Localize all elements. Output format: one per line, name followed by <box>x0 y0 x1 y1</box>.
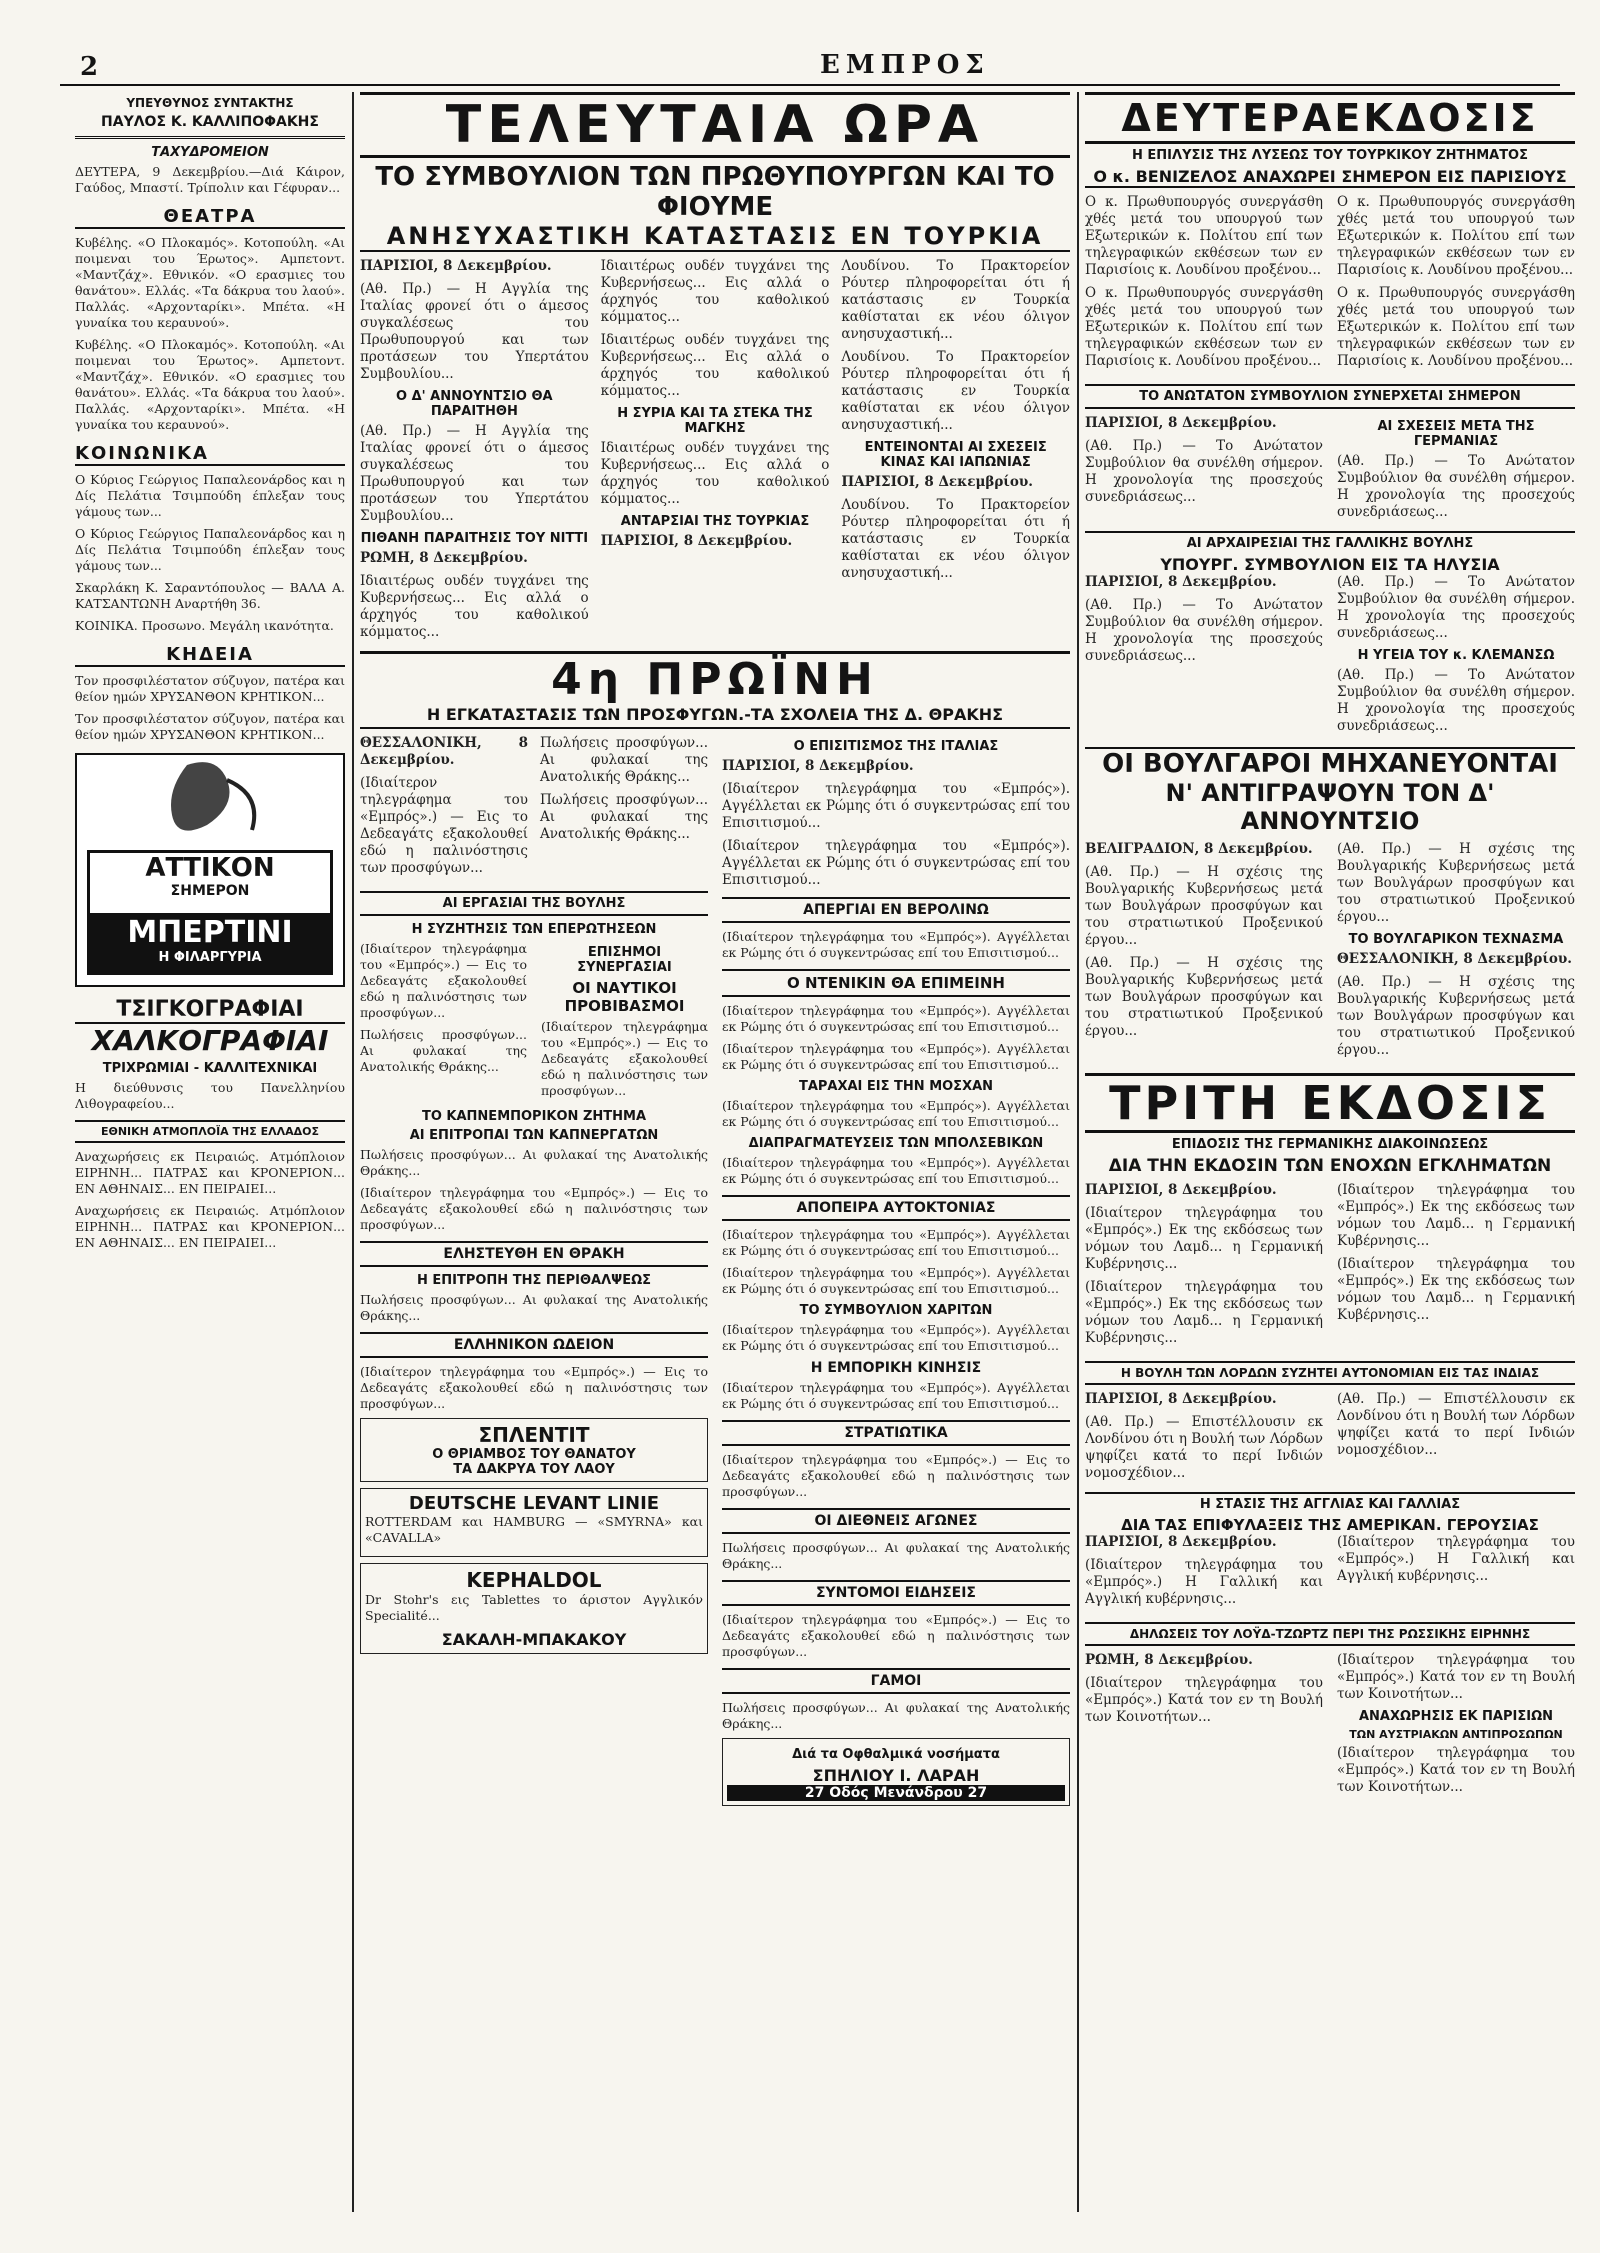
article-text: Πωλήσεις προσφύγων... Αι φυλακαί της Ανατολικής Θράκης... <box>540 735 708 785</box>
article-block <box>1085 574 1575 741</box>
subheading: ΕΛΗΣΤΕΥΘΗ ΕΝ ΘΡΑΚΗ <box>360 1241 708 1267</box>
article-text: (Ιδιαίτερον τηλεγράφημα του «Εμπρός»). Αγγέλλεται εκ Ρώμης ότι ό συγκεντρώσας επί του Επισιτισμού... <box>722 1265 1070 1296</box>
subheading: ΕΠΙΣΗΜΟΙ ΣΥΝΕΡΓΑΣΙΑΙ <box>577 945 672 975</box>
article-text: Πωλήσεις προσφύγων... Αι φυλακαί της Ανατολικής Θράκης... <box>722 1700 1070 1731</box>
article-block <box>1085 1182 1575 1353</box>
subheading: ΑΠΕΡΓΙΑΙ ΕΝ ΒΕΡΟΛΙΝΩ <box>722 897 1070 923</box>
column-rule <box>1077 92 1079 2212</box>
subheading: ΑΙ ΕΠΙΤΡΟΠΑΙ ΤΩΝ ΚΑΠΝΕΡΓΑΤΩΝ <box>409 1128 659 1143</box>
banner-second-edition: ΔΕΥΤΕΡΑΕΚΔΟΣΙΣ <box>1085 92 1575 144</box>
article-text: (Ιδιαίτερον τηλεγράφημα του «Εμπρός»). Αγγέλλεται εκ Ρώμης ότι ό συγκεντρώσας επί του Επισιτισμού... <box>722 838 1070 888</box>
article-text: (Ιδιαίτερον τηλεγράφημα του «Εμπρός»). Αγγέλλεται εκ Ρώμης ότι ό συγκεντρώσας επί του Επισιτισμού... <box>722 1155 1070 1186</box>
funeral-title: ΚΗΔΕΙΑ <box>75 644 345 667</box>
subheading: Η ΣΤΑΣΙΣ ΤΗΣ ΑΓΓΛΙΑΣ ΚΑΙ ΓΑΛΛΙΑΣ <box>1085 1492 1575 1512</box>
shipping-title: ΕΘΝΙΚΗ ΑΤΜΟΠΛΟΪΑ ΤΗΣ ΕΛΛΑΔΟΣ <box>75 1120 345 1143</box>
subheading: ΕΝΤΕΙΝΟΝΤΑΙ ΑΙ ΣΧΕΣΕΙΣ ΚΙΝΑΣ ΚΑΙ ΙΑΠΩΝΙΑΣ <box>864 440 1047 470</box>
article-text: (Ιδιαίτερον τηλεγράφημα του «Εμπρός»). Αγγέλλεται εκ Ρώμης ότι ό συγκεντρώσας επί του Επισιτισμού... <box>722 1098 1070 1129</box>
subheading: ΤΟ ΚΑΠΝΕΜΠΟΡΙΚΟΝ ΖΗΤΗΜΑ <box>421 1109 647 1124</box>
article-text: (Αθ. Πρ.) — Η σχέσις της Βουλγαρικής Κυβερνήσεως μετά των Βουλγάρων προσφύγων και του στρατιωτικού Προξενικού έργου... <box>1085 955 1323 1039</box>
dateline: ΠΑΡΙΣΙΟΙ, 8 Δεκεμβρίου. <box>1085 1182 1277 1198</box>
article-text: (Αθ. Πρ.) — Η σχέσις της Βουλγαρικής Κυβερνήσεως μετά των Βουλγάρων προσφύγων και του στρατιωτικού Προξενικού έργου... <box>1085 864 1323 948</box>
subheading: ΑΝΑΧΩΡΗΣΙΣ ΕΚ ΠΑΡΙΣΙΩΝ <box>1358 1709 1554 1724</box>
dateline: ΡΩΜΗ, 8 Δεκεμβρίου. <box>1085 1652 1253 1668</box>
headline: Η ΕΓΚΑΤΑΣΤΑΣΙΣ ΤΩΝ ΠΡΟΣΦΥΓΩΝ.-ΤΑ ΣΧΟΛΕΙΑ ΤΗΣ Δ. ΘΡΑΚΗΣ <box>360 705 1070 729</box>
article-block <box>360 735 1070 1812</box>
article-text: Λουδίνου. Το Πρακτορείον Ρόυτερ πληροφορείται ότι ή κατάστασις εν Τουρκία καθίσταται εκ νέου όλιγον ανησυχαστική... <box>841 349 1070 433</box>
article-text: (Ιδιαίτερον τηλεγράφημα του «Εμπρός».) — Εις το Δεδεαγάτς εξακολουθεί εδώ η παλινόστησις των προσφύγων... <box>722 1612 1070 1659</box>
theatres-text: Κυβέλης. «Ο Πλοκαμός». Κοτοπούλη. «Αι ποιμεναι του Έρωτος». Αμπετοντ. «Μαντζάχ». Εθνικόν. «Ο ερασμιες του θανάτου». Ελλάς. «Τα δάκρυα του λαού». Παλλάς. «Αρχονταρίκι». Μπέτα. «Η γυναίκα του κεραυνού». <box>75 235 345 330</box>
article-text: (Αθ. Πρ.) — Το Ανώτατον Συμβούλιον θα συνέλθη σήμερον. Η χρονολογία της προσεχούς συνεδριάσεως... <box>1085 597 1323 664</box>
article-text: (Αθ. Πρ.) — Επιστέλλουσιν εκ Λονδίνου ότι η Βουλή των Λόρδων ψηφίζει κατά το περί Ινδιών νομοσχέδιον... <box>1085 1414 1323 1481</box>
article-block <box>1085 194 1575 376</box>
eye-doctor-advertisement <box>722 1738 1070 1806</box>
announcement: ΚΟΙΝΙΚΑ. Προσωνο. Μεγάλη ικανότητα. <box>75 618 334 633</box>
banner-last-hour: ΤΕΛΕΥΤΑΙΑ ΩΡΑ <box>360 92 1070 158</box>
right-column <box>1085 92 1575 2212</box>
dateline: ΘΕΣΣΑΛΟΝΙΚΗ, 8 Δεκεμβρίου. <box>360 735 528 768</box>
article-text: (Ιδιαίτερον τηλεγράφημα του «Εμπρός».) — Εις το Δεδεαγάτς εξακολουθεί εδώ η παλινόστησις των προσφύγων... <box>722 1452 1070 1499</box>
dateline: ΠΑΡΙΣΙΟΙ, 8 Δεκεμβρίου. <box>1085 415 1277 431</box>
editor-label: ΥΠΕΥΘΥΝΟΣ ΣΥΝΤΑΚΤΗΣ <box>126 96 294 110</box>
article-text: Ο κ. Πρωθυπουργός συνεργάσθη χθές μετά του υπουργού των Εξωτερικών κ. Πολίτου επί των τηλεγραφικών εκθέσεων των εν Παρισίοις κ. Λουδίνου προξένου... <box>1337 285 1575 369</box>
article-text: (Ιδιαίτερον τηλεγράφημα του «Εμπρός»). Αγγέλλεται εκ Ρώμης ότι ό συγκεντρώσας επί του Επισιτισμού... <box>722 1003 1070 1034</box>
article-block <box>1085 1652 1575 1802</box>
headline: ΕΠΙΔΟΣΙΣ ΤΗΣ ΓΕΡΜΑΝΙΚΗΣ ΔΙΑΚΟΙΝΩΣΕΩΣ <box>1171 1137 1489 1152</box>
ad-pharmacy: ΣΑΚΑΛΗ-ΜΠΑΚΑΚΟΥ <box>441 1630 627 1649</box>
article-text: Ιδιαιτέρως ουδέν τυγχάνει της Κυβερνήσεως... Εις αλλά ο άρχηγός του καθολικού κόμματος... <box>600 332 830 399</box>
post-title: ΤΑΧΥΔΡΟΜΕΙΟΝ <box>151 145 269 160</box>
subheading: ΕΛΛΗΝΙΚΟΝ ΩΔΕΙΟΝ <box>360 1332 708 1358</box>
subheading: ΤΟ ΑΝΩΤΑΤΟΝ ΣΥΜΒΟΥΛΙΟΝ ΣΥΝΕΡΧΕΤΑΙ ΣΗΜΕΡΟΝ <box>1085 384 1575 409</box>
subheading: ΤΩΝ ΑΥΣΤΡΙΑΚΩΝ ΑΝΤΙΠΡΟΣΩΠΩΝ <box>1349 1728 1563 1741</box>
ad-text: Διά τα Οφθαλμικά νοσήματα <box>792 1747 1000 1762</box>
subheading: ΟΙ ΔΙΕΘΝΕΙΣ ΑΓΩΝΕΣ <box>722 1508 1070 1534</box>
article-block <box>1085 415 1575 527</box>
subheading: ΑΙ ΕΡΓΑΣΙΑΙ ΤΗΣ ΒΟΥΛΗΣ <box>360 891 708 916</box>
ad-text: Dr Stohr's εις Tablettes το άριστον Αγγλικόν Specialité... <box>365 1592 703 1623</box>
subheading: ΑΙ ΣΧΕΣΕΙΣ ΜΕΤΑ ΤΗΣ ΓΕΡΜΑΝΙΑΣ <box>1377 419 1535 449</box>
announcement: Σκαρλάκη Κ. Σαραντόπουλος — ΒΑΛΑ Α. ΚΑΤΣΑΝΤΩΝΗ Αναρτήθη 36. <box>75 580 345 611</box>
article-text: (Ιδιαίτερον τηλεγράφημα του «Εμπρός»). Αγγέλλεται εκ Ρώμης ότι ό συγκεντρώσας επί του Επισιτισμού... <box>722 1227 1070 1258</box>
article-text: (Αθ. Πρ.) — Το Ανώτατον Συμβούλιον θα συνέλθη σήμερον. Η χρονολογία της προσεχούς συνεδριάσεως... <box>1337 453 1575 520</box>
article-block <box>1085 1534 1575 1614</box>
article-text: (Ιδιαίτερον τηλεγράφημα του «Εμπρός».) — Εις το Δεδεαγάτς εξακολουθεί εδώ η παλινόστησις των προσφύγων... <box>360 775 528 876</box>
article-block <box>360 258 1070 647</box>
article-text: Πωλήσεις προσφύγων... Αι φυλακαί της Ανατολικής Θράκης... <box>722 1540 1070 1571</box>
subheading: Ο Δ' ΑΝΝΟΥΝΤΣΙΟ ΘΑ ΠΑΡΑΙΤΗΘΗ <box>396 389 553 419</box>
subheading: ΑΙ ΑΡΧΑΙΡΕΣΙΑΙ ΤΗΣ ΓΑΛΛΙΚΗΣ ΒΟΥΛΗΣ <box>1085 531 1575 551</box>
ad-title: ΣΠΛΕΝΤΙΤ <box>478 1423 590 1447</box>
shipping-text: Αναχωρήσεις εκ Πειραιώς. Ατμόπλοιον ΕΙΡΗΝΗ... ΠΑΤΡΑΣ και ΚΡΟΝΕΡΙΟΝ... ΕΝ ΑΘΗΝΑΙΣ... ΕΝ ΠΕΙΡΑΙΕΙ... <box>75 1203 345 1250</box>
dateline: ΠΑΡΙΣΙΟΙ, 8 Δεκεμβρίου. <box>841 474 1033 490</box>
article-text: Ιδιαιτέρως ουδέν τυγχάνει της Κυβερνήσεως... Εις αλλά ο άρχηγός του καθολικού κόμματος... <box>600 258 830 325</box>
pharmacy-advertisement <box>360 1563 708 1654</box>
column-rule <box>352 92 354 2212</box>
article-text: (Ιδιαίτερον τηλεγράφημα του «Εμπρός».) — Εις το Δεδεαγάτς εξακολουθεί εδώ η παλινόστησις των προσφύγων... <box>360 1364 708 1411</box>
article-text: (Ιδιαίτερον τηλεγράφημα του «Εμπρός»). Αγγέλλεται εκ Ρώμης ότι ό συγκεντρώσας επί του Επισιτισμού... <box>722 929 1070 960</box>
article-text: Ο κ. Πρωθυπουργός συνεργάσθη χθές μετά του υπουργού των Εξωτερικών κ. Πολίτου επί των τηλεγραφικών εκθέσεων των εν Παρισίοις κ. Λουδίνου προξένου... <box>1085 285 1323 369</box>
subheading: ΔΗΛΩΣΕΙΣ ΤΟΥ ΛΟΫΔ-ΤΖΩΡΤΖ ΠΕΡΙ ΤΗΣ ΡΩΣΣΙΚΗΣ ΕΙΡΗΝΗΣ <box>1085 1622 1575 1646</box>
article-text: Πωλήσεις προσφύγων... Αι φυλακαί της Ανατολικής Θράκης... <box>540 792 708 842</box>
article-text: (Αθ. Πρ.) — Το Ανώτατον Συμβούλιον θα συνέλθη σήμερον. Η χρονολογία της προσεχούς συνεδριάσεως... <box>1337 574 1575 641</box>
page-number: 2 <box>80 52 99 82</box>
article-text: (Ιδιαίτερον τηλεγράφημα του «Εμπρός».) Κατά τον εν τη Βουλή των Κοινοτήτων... <box>1337 1652 1575 1702</box>
subheading: ΑΝΤΑΡΣΙΑΙ ΤΗΣ ΤΟΥΡΚΙΑΣ <box>620 514 810 529</box>
article-text: (Αθ. Πρ.) — Η σχέσις της Βουλγαρικής Κυβερνήσεως μετά των Βουλγάρων προσφύγων και του στρατιωτικού Προξενικού έργου... <box>1337 841 1575 925</box>
article-text: Πωλήσεις προσφύγων... Αι φυλακαί της Ανατολικής Θράκης... <box>360 1147 708 1178</box>
divider <box>75 136 345 139</box>
subheading: Η ΣΥΡΙΑ ΚΑΙ ΤΑ ΣΤΕΚΑ ΤΗΣ ΜΑΓΚΗΣ <box>617 406 813 436</box>
headline: ΑΝΗΣΥΧΑΣΤΙΚΗ ΚΑΤΑΣΤΑΣΙΣ ΕΝ ΤΟΥΡΚΙΑ <box>360 222 1070 252</box>
article-text: (Ιδιαίτερον τηλεγράφημα του «Εμπρός».) Εκ της εκδόσεως των νόμων του Λαμδ... η Γερμανική Κυβέρνησις... <box>1085 1205 1323 1272</box>
article-block <box>1085 1391 1575 1488</box>
article-text: (Αθ. Πρ.) — Το Ανώτατον Συμβούλιον θα συνέλθη σήμερον. Η χρονολογία της προσεχούς συνεδριάσεως... <box>1085 438 1323 505</box>
funeral-text: Τον προσφιλέστατον σύζυγον, πατέρα και θείον ημών ΧΡΥΣΑΝΘΟΝ ΚΡΗΤΙΚΟΝ... <box>75 673 345 704</box>
print-ad-title-2: ΧΑΛΚΟΓΡΑΦΙΑΙ <box>91 1024 329 1057</box>
dateline: ΘΕΣΣΑΛΟΝΙΚΗ, 8 Δεκεμβρίου. <box>1337 951 1572 967</box>
subheading: Η ΥΓΕΙΑ ΤΟΥ κ. ΚΛΕΜΑΝΣΩ <box>1357 648 1555 663</box>
subheading: Ο ΝΤΕΝΙΚΙΝ ΘΑ ΕΠΙΜΕΙΝΗ <box>722 969 1070 997</box>
article-text: Ο κ. Πρωθυπουργός συνεργάσθη χθές μετά του υπουργού των Εξωτερικών κ. Πολίτου επί των τηλεγραφικών εκθέσεων των εν Παρισίοις κ. Λουδίνου προξένου... <box>1337 194 1575 278</box>
article-text: Λουδίνου. Το Πρακτορείον Ρόυτερ πληροφορείται ότι ή κατάστασις εν Τουρκία καθίσταται εκ νέου όλιγον ανησυχαστική... <box>841 497 1070 581</box>
dateline: ΒΕΛΙΓΡΑΔΙΟΝ, 8 Δεκεμβρίου. <box>1085 841 1313 857</box>
subheading: Η ΕΜΠΟΡΙΚΗ ΚΙΝΗΣΙΣ <box>810 1360 982 1376</box>
ad-title: DEUTSCHE LEVANT LINIE <box>408 1493 660 1514</box>
subheading: ΑΠΟΠΕΙΡΑ ΑΥΤΟΚΤΟΝΙΑΣ <box>722 1195 1070 1221</box>
article-text: (Ιδιαίτερον τηλεγράφημα του «Εμπρός».) — Εις το Δεδεαγάτς εξακολουθεί εδώ η παλινόστησις των προσφύγων... <box>360 1185 708 1232</box>
cinema-advertisement <box>75 753 345 987</box>
subheading: ΓΑΜΟΙ <box>722 1668 1070 1694</box>
subheading: Η ΒΟΥΛΗ ΤΩΝ ΛΟΡΔΩΝ ΣΥΖΗΤΕΙ ΑΥΤΟΝΟΜΙΑΝ ΕΙΣ ΤΑΣ ΙΝΔΙΑΣ <box>1085 1361 1575 1385</box>
subheading: ΤΟ ΒΟΥΛΓΑΡΙΚΟΝ ΤΕΧΝΑΣΜΑ <box>1348 932 1564 947</box>
social-text: Ο Κύριος Γεώργιος Παπαλεονάρδος και η Δίς Πελάτια Τσιμπούδη έπλεξαν τους γάμους των... <box>75 526 345 573</box>
article-text: (Ιδιαίτερον τηλεγράφημα του «Εμπρός».) Εκ της εκδόσεως των νόμων του Λαμδ... η Γερμανική Κυβέρνησις... <box>1337 1256 1575 1323</box>
headline: ΔΙΑ ΤΗΝ ΕΚΔΟΣΙΝ ΤΩΝ ΕΝΟΧΩΝ ΕΓΚΛΗΜΑΤΩΝ <box>1108 1156 1552 1176</box>
film-title-box <box>87 915 333 975</box>
article-text: (Ιδιαίτερον τηλεγράφημα του «Εμπρός»). Αγγέλλεται εκ Ρώμης ότι ό συγκεντρώσας επί του Επισιτισμού... <box>722 1041 1070 1072</box>
article-text: Λουδίνου. Το Πρακτορείον Ρόυτερ πληροφορείται ότι ή κατάστασις εν Τουρκία καθίσταται εκ νέου όλιγον ανησυχαστική... <box>841 258 1070 342</box>
cinema-today: ΣΗΜΕΡΟΝ <box>170 883 250 899</box>
center-column <box>360 92 1070 2212</box>
film-subtitle: Η ΦΙΛΑΡΓΥΡΙΑ <box>158 950 262 965</box>
article-text: Πωλήσεις προσφύγων... Αι φυλακαί της Ανατολικής Θράκης... <box>360 1292 708 1323</box>
shipping-advertisement <box>360 1488 708 1557</box>
subheading: ΥΠΟΥΡΓ. ΣΥΜΒΟΥΛΙΟΝ ΕΙΣ ΤΑ ΗΛΥΣΙΑ <box>1160 555 1500 574</box>
article-text: (Ιδιαίτερον τηλεγράφημα του «Εμπρός».) — Εις το Δεδεαγάτς εξακολουθεί εδώ η παλινόστησις των προσφύγων... <box>541 1019 708 1098</box>
theatres-title: ΘΕΑΤΡΑ <box>75 206 345 229</box>
article-text: (Ιδιαίτερον τηλεγράφημα του «Εμπρός».) Η Γαλλική και Αγγλική κυβέρνησις... <box>1337 1534 1575 1584</box>
ad-address: 27 Οδός Μενάνδρου 27 <box>727 1785 1065 1801</box>
banner-third-edition: ΤΡΙΤΗ ΕΚΔΟΣΙΣ <box>1085 1073 1575 1133</box>
funeral-text: Τον προσφιλέστατον σύζυγον, πατέρα και θείον ημών ΧΡΥΣΑΝΘΟΝ ΚΡΗΤΙΚΟΝ... <box>75 711 345 742</box>
article-text: (Αθ. Πρ.) — Η Αγγλία της Ιταλίας φρονεί ότι ο άμεσος συγκαλέσεως του Πρωθυπουργού και των προτάσεων του Υπερτάτου Συμβουλίου... <box>360 281 589 382</box>
subheading: ΟΙ ΝΑΥΤΙΚΟΙ ΠΡΟΒΙΒΑΣΜΟΙ <box>564 979 685 1015</box>
article-text: (Ιδιαίτερον τηλεγράφημα του «Εμπρός»). Αγγέλλεται εκ Ρώμης ότι ό συγκεντρώσας επί του Επισιτισμού... <box>722 1380 1070 1411</box>
article-block <box>1085 841 1575 1065</box>
subheading: ΔΙΑ ΤΑΣ ΕΠΙΦΥΛΑΞΕΙΣ ΤΗΣ ΑΜΕΡΙΚΑΝ. ΓΕΡΟΥΣΙΑΣ <box>1121 1516 1539 1534</box>
dateline: ΠΑΡΙΣΙΟΙ, 8 Δεκεμβρίου. <box>722 758 914 774</box>
subheading: Η ΕΠΙΤΡΟΠΗ ΤΗΣ ΠΕΡΙΘΑΛΨΕΩΣ <box>416 1273 652 1288</box>
dancer-illustration-icon <box>77 755 343 845</box>
cinema-name: ΑΤΤΙΚΟΝ <box>145 853 275 883</box>
dateline: ΠΑΡΙΣΙΟΙ, 8 Δεκεμβρίου. <box>1085 574 1277 590</box>
article-text: (Αθ. Πρ.) — Το Ανώτατον Συμβούλιον θα συνέλθη σήμερον. Η χρονολογία της προσεχούς συνεδριάσεως... <box>1337 667 1575 734</box>
headline: ΤΟ ΣΥΜΒΟΥΛΙΟΝ ΤΩΝ ΠΡΩΘΥΠΟΥΡΓΩΝ ΚΑΙ ΤΟ ΦΙΟΥΜΕ <box>375 162 1055 222</box>
article-text: (Αθ. Πρ.) — Επιστέλλουσιν εκ Λονδίνου ότι η Βουλή των Λόρδων ψηφίζει κατά το περί Ινδιών νομοσχέδιον... <box>1337 1391 1575 1458</box>
ad-title: KEPHALDOL <box>466 1568 602 1592</box>
article-text: (Ιδιαίτερον τηλεγράφημα του «Εμπρός»). Αγγέλλεται εκ Ρώμης ότι ό συγκεντρώσας επί του Επισιτισμού... <box>722 781 1070 831</box>
headline: Ο κ. ΒΕΝΙΖΕΛΟΣ ΑΝΑΧΩΡΕΙ ΣΗΜΕΡΟΝ ΕΙΣ ΠΑΡΙΣΙΟΥΣ <box>1085 167 1575 188</box>
cinema-name-box <box>87 850 333 916</box>
article-text: (Ιδιαίτερον τηλεγράφημα του «Εμπρός».) Εκ της εκδόσεως των νόμων του Λαμδ... η Γερμανική Κυβέρνησις... <box>1085 1279 1323 1346</box>
headline: Ν' ΑΝΤΙΓΡΑΨΟΥΝ ΤΟΝ Δ' ΑΝΝΟΥΝΤΣΙΟ <box>1165 779 1495 835</box>
masthead <box>60 50 1560 86</box>
article-text: (Αθ. Πρ.) — Η σχέσις της Βουλγαρικής Κυβερνήσεως μετά των Βουλγάρων προσφύγων και του στρατιωτικού Προξενικού έργου... <box>1337 974 1575 1058</box>
article-text: Ιδιαιτέρως ουδέν τυγχάνει της Κυβερνήσεως... Εις αλλά ο άρχηγός του καθολικού κόμματος... <box>360 573 589 640</box>
dateline: ΡΩΜΗ, 8 Δεκεμβρίου. <box>360 550 528 566</box>
article-text: (Ιδιαίτερον τηλεγράφημα του «Εμπρός»). Αγγέλλεται εκ Ρώμης ότι ό συγκεντρώσας επί του Επισιτισμού... <box>722 1322 1070 1353</box>
print-ad-subtitle: ΤΡΙΧΡΩΜΙΑΙ - ΚΑΛΛΙΤΕΧΝΙΚΑΙ <box>102 1061 318 1076</box>
subheading: Ο ΕΠΙΣΙΤΙΣΜΟΣ ΤΗΣ ΙΤΑΛΙΑΣ <box>793 739 999 754</box>
article-text: Ιδιαιτέρως ουδέν τυγχάνει της Κυβερνήσεως... Εις αλλά ο άρχηγός του καθολικού κόμματος... <box>600 440 830 507</box>
subheading: ΠΙΘΑΝΗ ΠΑΡΑΙΤΗΣΙΣ ΤΟΥ ΝΙΤΤΙ <box>360 531 589 546</box>
headline: ΟΙ ΒΟΥΛΓΑΡΟΙ ΜΗΧΑΝΕΥΟΝΤΑΙ <box>1085 747 1575 779</box>
headline: Η ΕΠΙΛΥΣΙΣ ΤΗΣ ΛΥΣΕΩΣ ΤΟΥ ΤΟΥΡΚΙΚΟΥ ΖΗΤΗΜΑΤΟΣ <box>1132 148 1528 163</box>
article-text: (Ιδιαίτερον τηλεγράφημα του «Εμπρός».) Εκ της εκδόσεως των νόμων του Λαμδ... η Γερμανική Κυβέρνησις... <box>1337 1182 1575 1249</box>
social-text: Ο Κύριος Γεώργιος Παπαλεονάρδος και η Δίς Πελάτια Τσιμπούδη έπλεξαν τους γάμους των... <box>75 472 345 519</box>
dateline: ΠΑΡΙΣΙΟΙ, 8 Δεκεμβρίου. <box>360 258 552 274</box>
banner-4th-morning: 4η ΠΡΩΪΝΗ <box>360 651 1070 705</box>
paper-name: ΕΜΠΡΟΣ <box>820 50 990 80</box>
print-ad-title: ΤΣΙΓΚΟΓΡΑΦΙΑΙ <box>75 997 345 1024</box>
subheading: ΤΑΡΑΧΑΙ ΕΙΣ ΤΗΝ ΜΟΣΧΑΝ <box>798 1079 994 1094</box>
article-text: (Αθ. Πρ.) — Η Αγγλία της Ιταλίας φρονεί ότι ο άμεσος συγκαλέσεως του Πρωθυπουργού και των προτάσεων του Υπερτάτου Συμβουλίου... <box>360 423 589 524</box>
film-title: ΜΠΕΡΤΙΝΙ <box>127 915 293 950</box>
ad-title: ΣΠΗΛΙΟΥ Ι. ΛΑΡΑΗ <box>812 1766 980 1785</box>
shipping-text: Αναχωρήσεις εκ Πειραιώς. Ατμόπλοιον ΕΙΡΗΝΗ... ΠΑΤΡΑΣ και ΚΡΟΝΕΡΙΟΝ... ΕΝ ΑΘΗΝΑΙΣ... ΕΝ ΠΕΙΡΑΙΕΙ... <box>75 1149 345 1196</box>
article-text: (Ιδιαίτερον τηλεγράφημα του «Εμπρός».) Η Γαλλική και Αγγλική κυβέρνησις... <box>1085 1557 1323 1607</box>
print-ad-text: Η διεύθυνσις του Πανελληνίου Λιθογραφείου... <box>75 1080 345 1111</box>
social-title: ΚΟΙΝΩΝΙΚΑ <box>75 443 345 466</box>
dateline: ΠΑΡΙΣΙΟΙ, 8 Δεκεμβρίου. <box>1085 1391 1277 1407</box>
subheading: Η ΣΥΖΗΤΗΣΙΣ ΤΩΝ ΕΠΕΡΩΤΗΣΕΩΝ <box>411 922 657 937</box>
dateline: ΠΑΡΙΣΙΟΙ, 8 Δεκεμβρίου. <box>600 533 793 549</box>
post-text: ΔΕΥΤΕΡΑ, 9 Δεκεμβρίου.—Διά Κάιρον, Γαύδος, Μπαστί. Τρίπολιν και Γέφυραν... <box>75 164 345 195</box>
article-text: (Ιδιαίτερον τηλεγράφημα του «Εμπρός».) Κατά τον εν τη Βουλή των Κοινοτήτων... <box>1337 1745 1575 1795</box>
ad-subtitle: Ο ΘΡΙΑΜΒΟΣ ΤΟΥ ΘΑΝΑΤΟΥ <box>432 1447 636 1462</box>
article-text: (Ιδιαίτερον τηλεγράφημα του «Εμπρός».) — Εις το Δεδεαγάτς εξακολουθεί εδώ η παλινόστησις των προσφύγων... <box>360 941 527 1020</box>
editor-name: ΠΑΥΛΟΣ Κ. ΚΑΛΛΙΠΟΦΑΚΗΣ <box>101 114 319 130</box>
ad-text: ROTTERDAM και HAMBURG — «SMYRNA» και «CAVALLA» <box>365 1514 703 1545</box>
subheading: ΤΟ ΣΥΜΒΟΥΛΙΟΝ ΧΑΡΙΤΩΝ <box>799 1303 993 1318</box>
dateline: ΠΑΡΙΣΙΟΙ, 8 Δεκεμβρίου. <box>1085 1534 1277 1550</box>
theatres-text: Κυβέλης. «Ο Πλοκαμός». Κοτοπούλη. «Αι ποιμεναι του Έρωτος». Αμπετοντ. «Μαντζάχ». Εθνικόν. «Ο ερασμιες του θανάτου». Ελλάς. «Τα δάκρυα του λαού». Παλλάς. «Αρχονταρίκι». Μπέτα. «Η γυναίκα του κεραυνού». <box>75 337 345 432</box>
ad-subtitle: ΤΑ ΔΑΚΡΥΑ ΤΟΥ ΛΑΟΥ <box>453 1462 615 1477</box>
article-text: Ο κ. Πρωθυπουργός συνεργάσθη χθές μετά του υπουργού των Εξωτερικών κ. Πολίτου επί των τηλεγραφικών εκθέσεων των εν Παρισίοις κ. Λουδίνου προξένου... <box>1085 194 1323 278</box>
subheading: ΔΙΑΠΡΑΓΜΑΤΕΥΣΕΙΣ ΤΩΝ ΜΠΟΛΣΕΒΙΚΩΝ <box>748 1136 1044 1151</box>
article-text: Πωλήσεις προσφύγων... Αι φυλακαί της Ανατολικής Θράκης... <box>360 1027 527 1074</box>
left-column <box>75 92 345 2212</box>
theatre-advertisement <box>360 1418 708 1482</box>
article-text: (Ιδιαίτερον τηλεγράφημα του «Εμπρός».) Κατά τον εν τη Βουλή των Κοινοτήτων... <box>1085 1675 1323 1725</box>
subheading: ΣΤΡΑΤΙΩΤΙΚΑ <box>722 1420 1070 1446</box>
subheading: ΣΥΝΤΟΜΟΙ ΕΙΔΗΣΕΙΣ <box>722 1580 1070 1606</box>
